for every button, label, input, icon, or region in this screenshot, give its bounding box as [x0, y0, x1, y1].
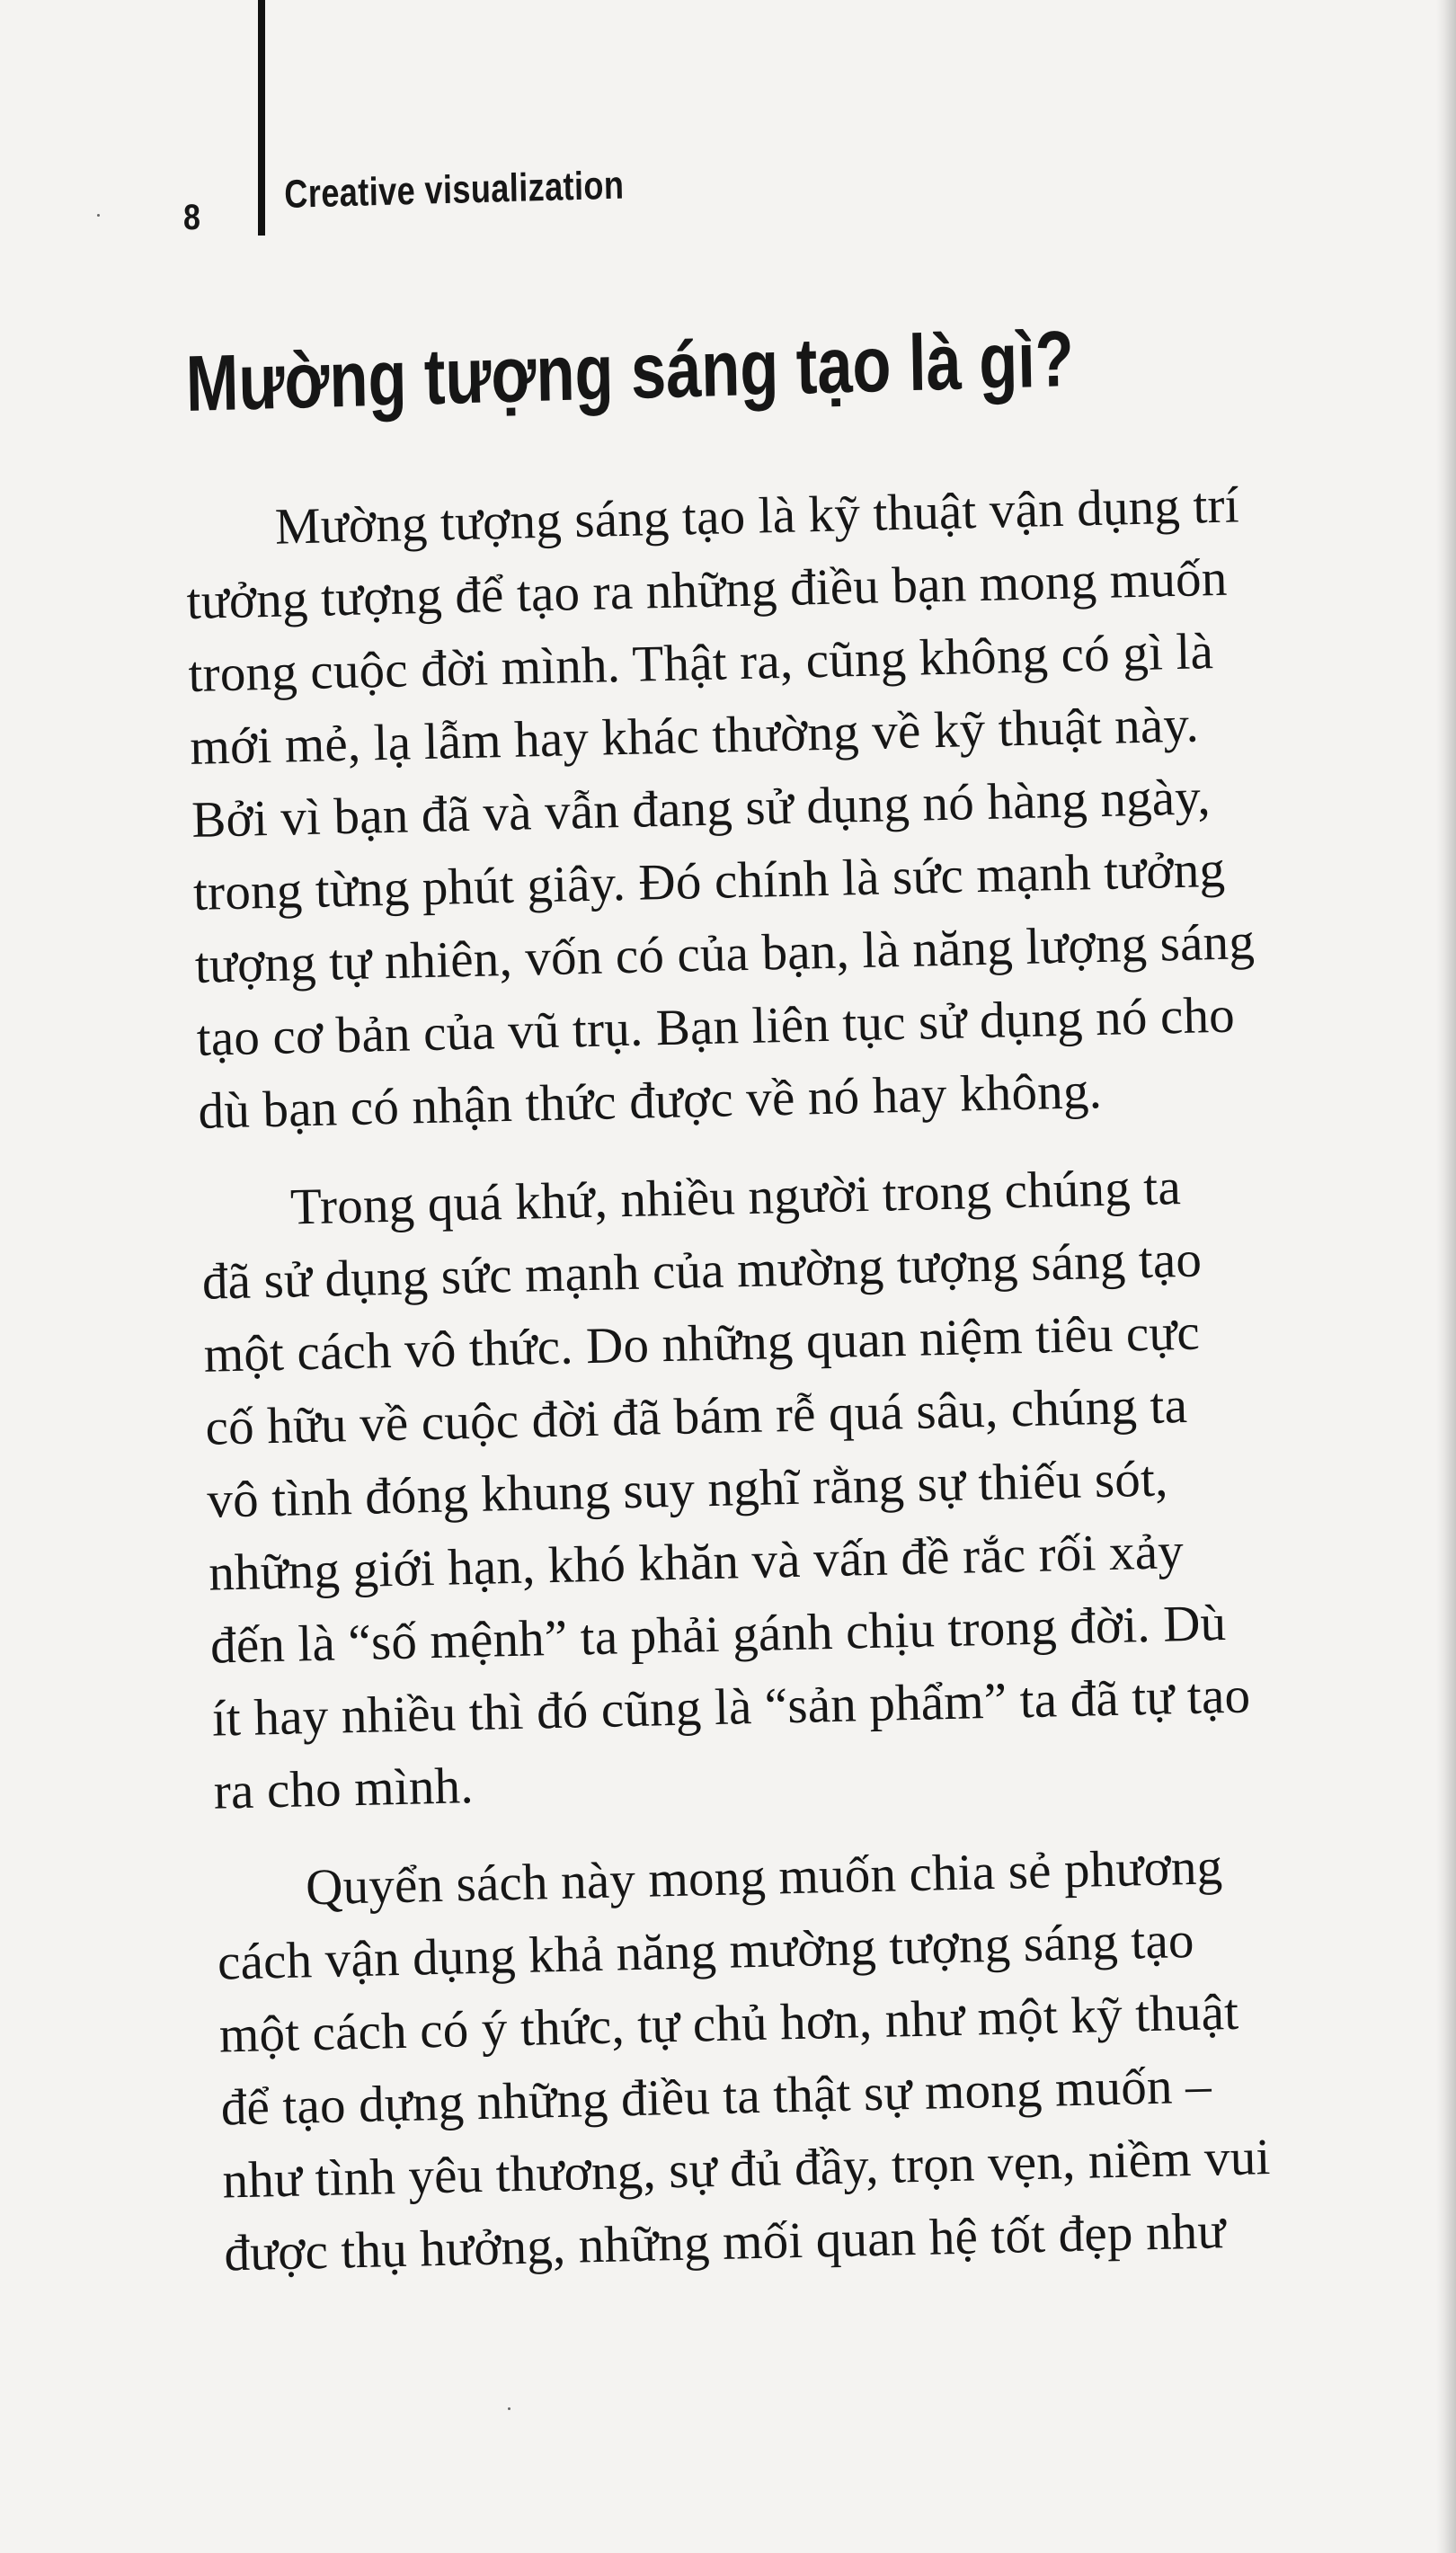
- text-line: tượng tự nhiên, vốn có của bạn, là năng lượng sáng: [194, 913, 1256, 994]
- page-edge-shadow: [1436, 0, 1456, 2553]
- text-line: đã sử dụng sức mạnh của mường tượng sáng tạo: [201, 1231, 1203, 1311]
- text-line: một cách có ý thức, tự chủ hơn, như một kỹ thuật: [218, 1983, 1239, 2064]
- scan-speck: [508, 2407, 510, 2410]
- text-line: mới mẻ, lạ lẫm hay khác thường về kỹ thuật này.: [189, 696, 1200, 776]
- body-text: [184, 467, 1375, 2291]
- header-rule: [258, 0, 265, 236]
- running-title: Creative visualization: [283, 163, 625, 217]
- text-line: một cách vô thức. Do những quan niệm tiêu cực: [203, 1303, 1201, 1383]
- text-line: tạo cơ bản của vũ trụ. Bạn liên tục sử dụng nó cho: [196, 986, 1236, 1067]
- paragraph: [215, 1828, 1375, 2291]
- chapter-title: Mường tượng sáng tạo là gì?: [184, 313, 1075, 428]
- text-line: Bởi vì bạn đã và vẫn đang sử dụng nó hàng ngày,: [191, 769, 1212, 849]
- text-line: ít hay nhiều thì đó cũng là “sản phẩm” ta đã tự tạo: [211, 1667, 1251, 1748]
- text-line: ra cho mình.: [213, 1757, 475, 1820]
- text-line: cách vận dụng khả năng mường tượng sáng tạo: [217, 1911, 1195, 1991]
- text-line: Trong quá khứ, nhiều người trong chúng ta: [289, 1159, 1182, 1236]
- text-line: trong từng phút giây. Đó chính là sức mạnh tưởng: [192, 841, 1226, 921]
- paragraph: [184, 467, 1349, 1148]
- page-number: 8: [183, 198, 200, 237]
- text-line: cố hữu về cuộc đời đã bám rễ quá sâu, chúng ta: [204, 1376, 1188, 1456]
- text-line: dù bạn có nhận thức được về nó hay không.: [197, 1063, 1103, 1140]
- text-line: trong cuộc đời mình. Thật ra, cũng không có gì là: [187, 623, 1214, 703]
- text-line: Mường tượng sáng tạo là kỹ thuật vận dụng trí: [274, 476, 1240, 556]
- scan-speck: [97, 214, 100, 217]
- text-line: tưởng tượng để tạo ra những điều bạn mong muốn: [186, 549, 1229, 630]
- text-line: Quyển sách này mong muốn chia sẻ phương: [305, 1838, 1223, 1917]
- text-line: được thụ hưởng, những mối quan hệ tốt đẹp như: [223, 2202, 1227, 2282]
- text-line: vô tình đóng khung suy nghĩ rằng sự thiếu sót,: [206, 1450, 1169, 1529]
- text-line: như tình yêu thương, sự đủ đầy, trọn vẹn, niềm vui: [221, 2129, 1272, 2210]
- text-line: để tạo dựng những điều ta thật sự mong muốn –: [220, 2057, 1212, 2137]
- text-line: đến là “số mệnh” ta phải gánh chịu trong đời. Dù: [209, 1595, 1227, 1675]
- text-line: những giới hạn, khó khăn và vấn đề rắc rối xảy: [208, 1523, 1185, 1602]
- paragraph: [200, 1147, 1364, 1828]
